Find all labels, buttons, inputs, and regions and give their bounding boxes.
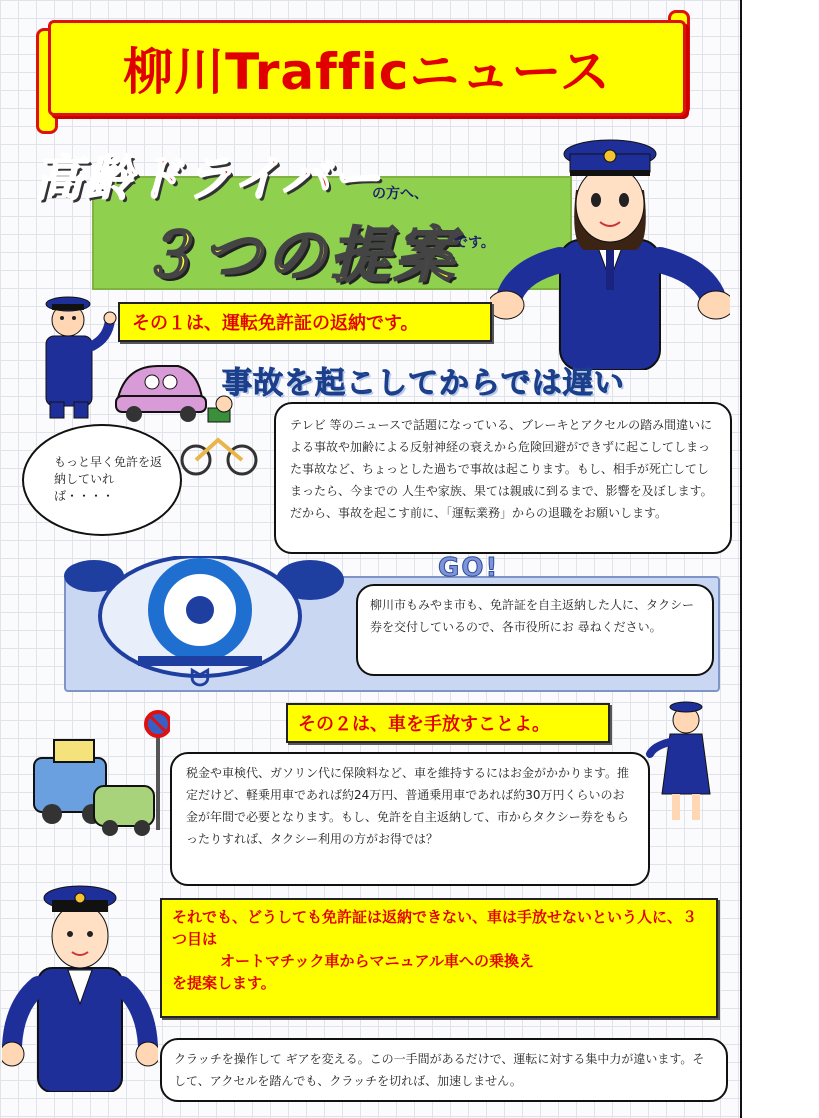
headline-elderly-drivers: 高齢ドライバー [34, 151, 382, 207]
headline-three-proposals: ３つの提案 [138, 221, 458, 291]
title-banner [48, 20, 686, 116]
headline-suffix-2: です。 [454, 235, 495, 251]
policeman-icon [22, 290, 120, 420]
proposal2-callout: その２は、車を手放すことよ。 [286, 703, 610, 743]
proposal3-callout-line3: を提案します。 [172, 974, 276, 992]
policewoman-icon [490, 120, 730, 370]
proposal2-body: 税金や車検代、ガソリン代に保険料など、車を維持するにはお金がかかります。推定だけど、軽乗用車であれば約24万円、普通乗用車であれば約30万円くらいのお金が年間で必要となります。もし、免許を自主返納して、市からタクシー券をもらったりすれば、タクシー利用の方がお得では？ [170, 752, 650, 886]
policeman-icon [2, 876, 158, 1092]
proposal3-callout-line1: それでも、どうしても免許証は返納できない、車は手放せないという人に、３つ目は [172, 908, 698, 948]
proposal3-body: クラッチを操作して ギアを変える。この一手間があるだけで、運転に対する集中力が違います。そして、アクセルを踏んでも、クラッチを切れば、加速しません。 [160, 1038, 728, 1102]
taxi-voucher-body: 柳川市もみやま市も、免許証を自主返納した人に、タクシー券を交付しているので、各市役所にお 尋ねください。 [356, 584, 714, 676]
proposal1-callout: その１は、運転免許証の返納です。 [118, 302, 492, 342]
svg-text:ᗢ: ᗢ [190, 664, 210, 692]
page-title: 柳川Trafficニュース [123, 43, 611, 101]
proposal3-callout [160, 898, 718, 1018]
parked-cars-icon [30, 700, 170, 862]
proposal3-callout-line2: オートマチック車からマニュアル車への乗換え [220, 952, 534, 970]
go-label: GO! [438, 553, 500, 583]
regret-speech-bubble: もっと早く免許を返納していれば・・・・ [22, 424, 182, 536]
headline-suffix-1: の方へ、 [372, 186, 428, 202]
section-heading-too-late: 事故を起こしてからでは遅い [222, 366, 625, 401]
proposal1-body: テレビ 等のニュースで話題になっている、ブレーキとアクセルの踏み間違いによる事故や加齢による反射神経の衰えから危険回避ができずに起こしてしまった事故など、ちょっとした過ちで事故は起こります。もし、相手が死亡してしまったら、今までの 人生や家族、果ては親戚に到るまで、影響を及ぼします。だから、事故を起こす前に、「運転業務」からの退職をお願いします。 [274, 402, 732, 554]
policewoman-icon [646, 694, 726, 824]
mascot-icon [60, 556, 350, 692]
